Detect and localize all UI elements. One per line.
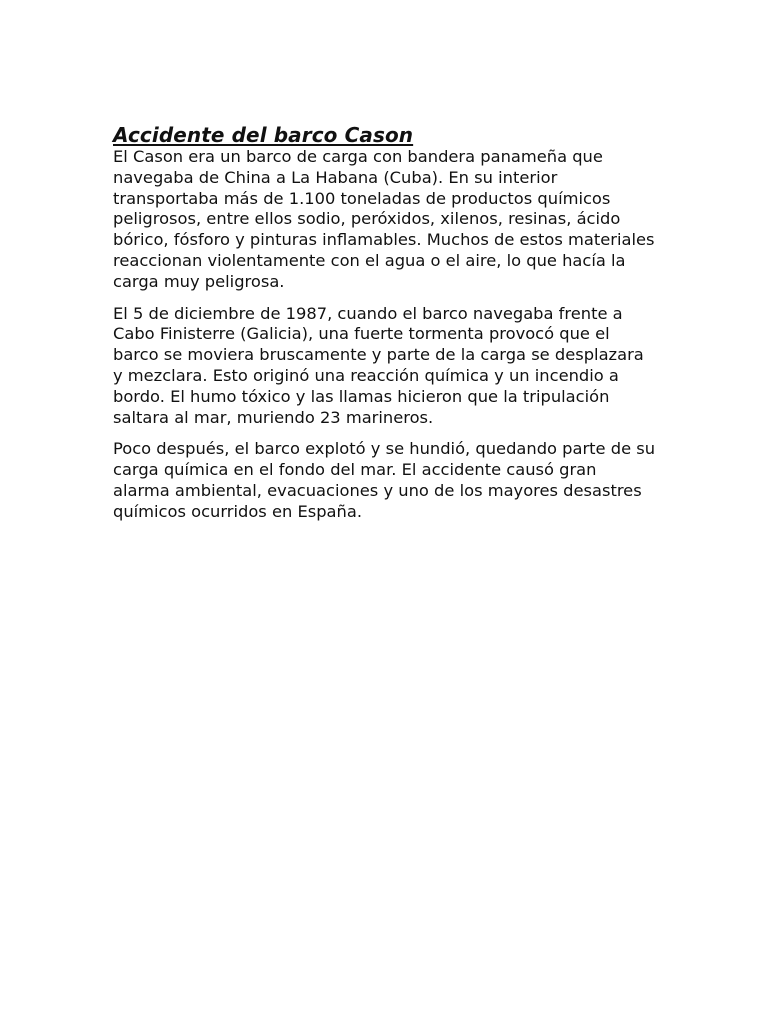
document-title: Accidente del barco Cason (113, 123, 414, 147)
paragraph-storm-incident: El 5 de diciembre de 1987, cuando el barco navegaba frente a Cabo Finisterre (Galicia), una fuerte tormenta provocó que el barco se moviera bruscamente y parte de la carga se desplazara y mezclara. Esto originó una reacción química y un incendio a bordo. El humo tóxico y las llamas hicieron que la tripulación saltara al mar, muriendo 23 marineros. (113, 303, 644, 427)
paragraph-aftermath: Poco después, el barco explotó y se hundió, quedando parte de su carga química en el fondo del mar. El accidente causó gran alarma ambiental, evacuaciones y uno de los mayores desastres químicos ocurridos en España. (113, 439, 656, 521)
document-body (113, 123, 658, 534)
paragraph-cargo-description: El Cason era un barco de carga con bandera panameña que navegaba de China a La Habana (Cuba). En su interior transportaba más de 1.100 toneladas de productos químicos peligrosos, entre ellos sodio, peróxidos, xilenos, resinas, ácido bórico, fósforo y pinturas inflamables. Muchos de estos materiales reaccionan violentamente con el agua o el aire, lo que hacía la carga muy peligrosa. (113, 147, 655, 291)
